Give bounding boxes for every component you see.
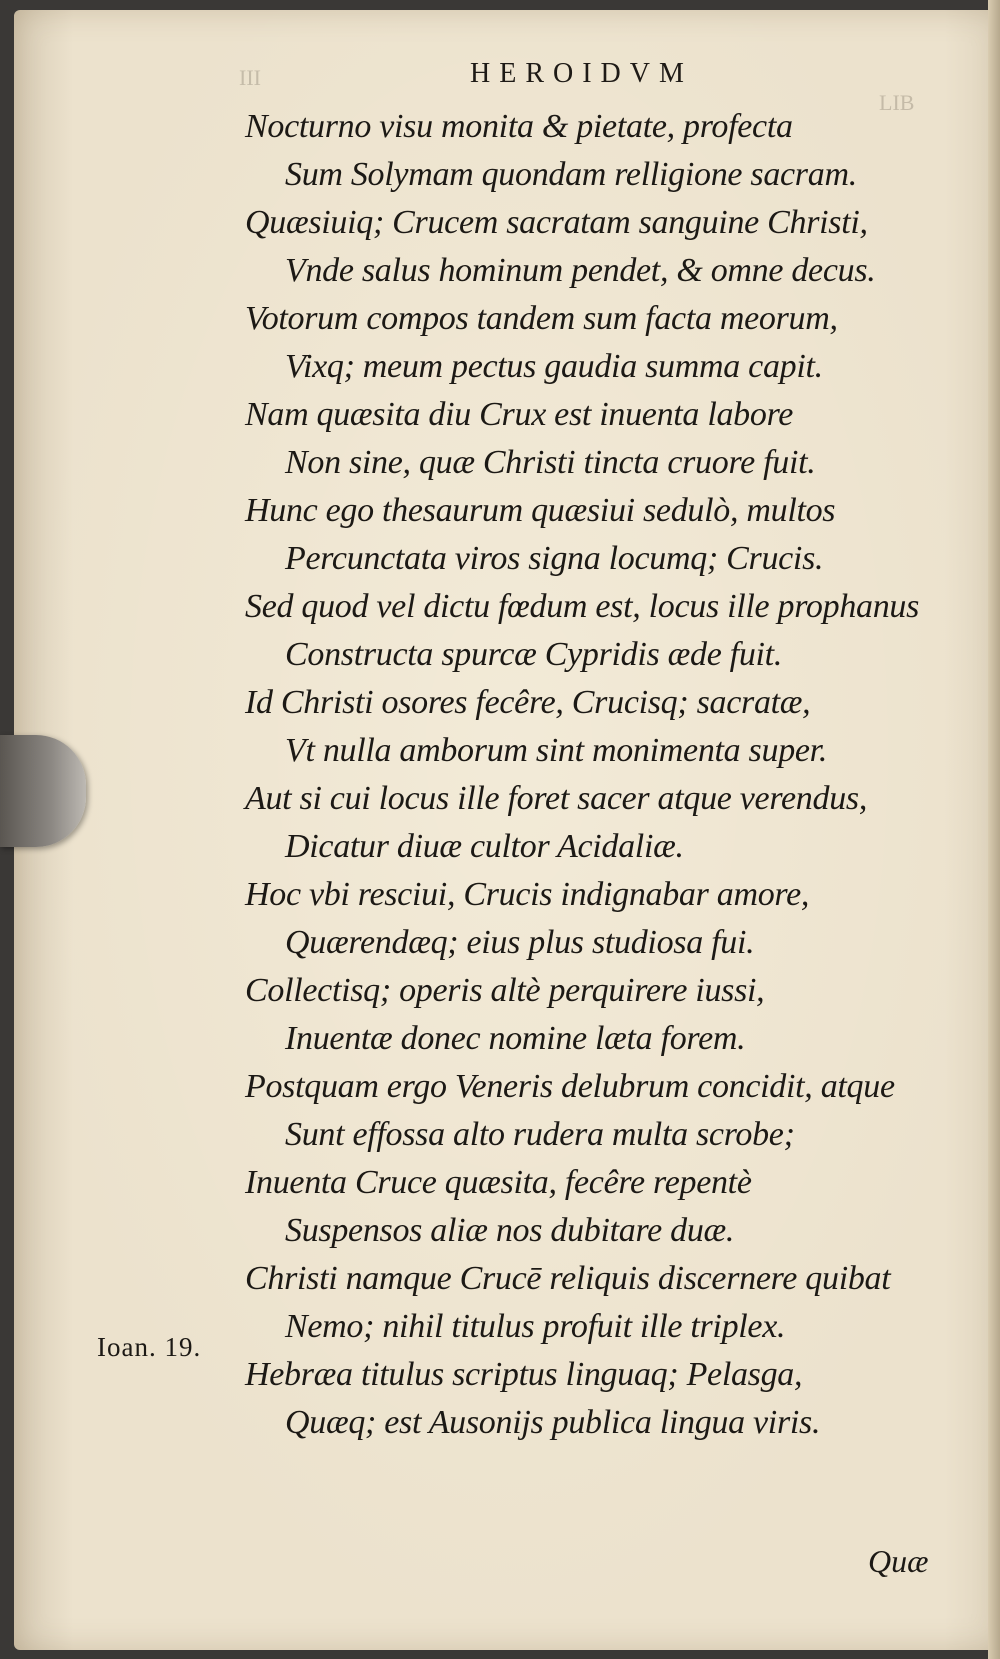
verse-line: Votorum compos tandem sum facta meorum, [245,300,838,337]
running-head: HEROIDVM [470,58,693,89]
catchword: Quæ [868,1543,929,1579]
verse-line: Inuenta Cruce quæsita, fecêre repentè [245,1164,752,1201]
verse-line: Nocturno visu monita & pietate, profecta [245,108,793,145]
verse-line: Hebræa titulus scriptus linguaq; Pelasga, [245,1356,803,1393]
page-edge [988,0,1000,1659]
verse-line: Postquam ergo Veneris delubrum concidit, atque [245,1068,895,1105]
verse-line: Hunc ego thesaurum quæsiui sedulò, multos [245,492,836,529]
verse-line: Quæq; est Ausonijs publica lingua viris. [285,1404,821,1441]
verse-line: Constructa spurcæ Cypridis æde fuit. [285,636,783,673]
verse-line: Vixq; meum pectus gaudia summa capit. [285,348,823,385]
verse-line: Nemo; nihil titulus profuit ille triplex. [285,1308,786,1345]
verse-line: Suspensos aliæ nos dubitare duæ. [285,1212,735,1249]
book-clamp [0,735,86,847]
show-through-mark: LIB [879,90,915,115]
verse-line: Vnde salus hominum pendet, & omne decus. [285,252,876,289]
verse-line: Aut si cui locus ille foret sacer atque verendus, [245,780,868,817]
show-through-mark: III [239,65,261,90]
verse-line: Quæsiuiq; Crucem sacratam sanguine Christi, [245,204,868,241]
verse-line: Quærendæq; eius plus studiosa fui. [285,924,755,961]
verse-line: Christi namque Crucē reliquis discernere quibat [245,1260,891,1297]
verse-line: Inuentæ donec nomine læta forem. [285,1020,746,1057]
verse-line: Vt nulla amborum sint monimenta super. [285,732,828,769]
verse-line: Nam quæsita diu Crux est inuenta labore [245,396,794,433]
verse-line: Hoc vbi resciui, Crucis indignabar amore, [245,876,810,913]
verse-line: Percunctata viros signa locumq; Crucis. [285,540,824,577]
verse-line: Sum Solymam quondam relligione sacram. [285,156,857,193]
verse-line: Id Christi osores fecêre, Crucisq; sacratæ, [245,684,811,721]
verse-line: Non sine, quæ Christi tincta cruore fuit. [285,444,816,481]
verse-line: Sunt effossa alto rudera multa scrobe; [285,1116,795,1153]
verse-line: Sed quod vel dictu fœdum est, locus ille prophanus [245,588,920,625]
margin-reference: Ioan. 19. [97,1332,202,1362]
verse-line: Dicatur diuæ cultor Acidaliæ. [285,828,684,865]
verse-line: Collectisq; operis altè perquirere iussi, [245,972,765,1009]
